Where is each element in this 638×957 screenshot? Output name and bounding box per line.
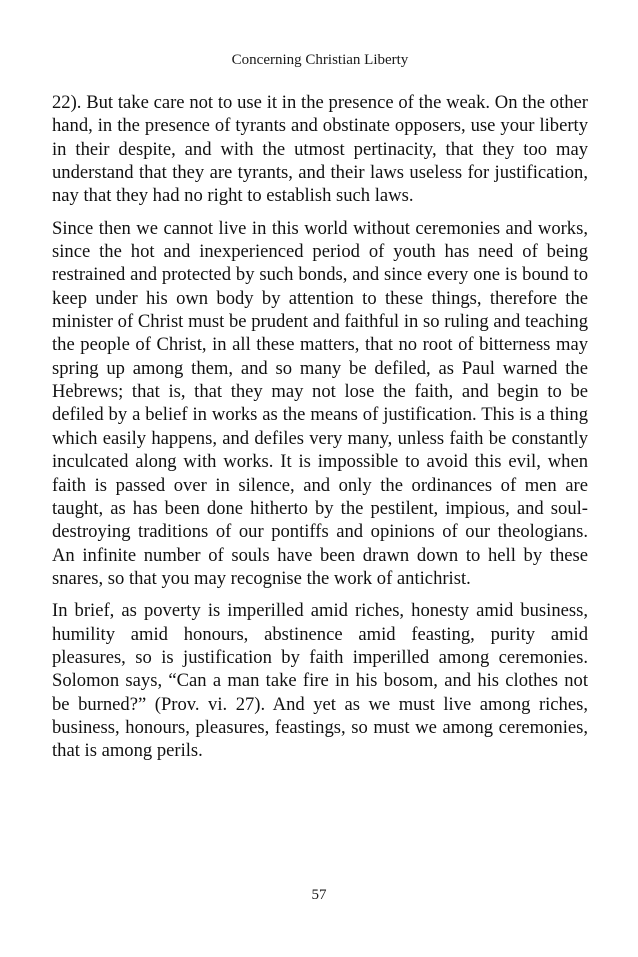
paragraph-1: 22). But take care not to use it in the presence of the weak. On the other hand, in the presence of tyrants and obstinate opposers, use your liberty in their despite, and with the utmost pertinacity, that they too may understand that they are tyrants, and their laws useless for justification, nay that they had no right to establish such laws. [52,92,588,207]
paragraph-2: Since then we cannot live in this world without ceremonies and works, since the hot and inexperienced period of youth has need of being restrained and protected by such bonds, and since every one is bound to keep under his own body by attention to these things, therefore the minister of Christ must be prudent and faithful in so ruling and teaching the people of Christ, in all these matters, that no root of bitterness may spring up among them, and so many be defiled, as Paul warned the Hebrews; that is, that they may not lose the faith, and begin to be defiled by a belief in works as the means of justification. This is a thing which easily happens, and defiles very many, unless faith be constantly inculcated along with works. It is impossible to avoid this evil, when faith is passed over in silence, and only the ordinances of men are taught, as has been done hitherto by the pestilent, impious, and soul-destroying traditions of our pontiffs and opinions of our theologians. An infinite number of souls have been drawn down to hell by these snares, so that you may recognise the work of antichrist. [52,217,588,589]
book-page [52,50,588,772]
page-number: 57 [311,887,327,903]
paragraph-3: In brief, as poverty is imperilled amid riches, honesty amid business, humility amid honours, abstinence amid feasting, purity amid pleasures, so is justification by faith imperilled among ceremonies. Solomon says, “Can a man take fire in his bosom, and his clothes not be burned?” (Prov. vi. 27). And yet as we must live among riches, business, honours, pleasures, feastings, so must we among ceremonies, that is among perils. [52,600,588,762]
running-head: Concerning Christian Liberty [231,52,409,68]
body-text [52,91,588,763]
